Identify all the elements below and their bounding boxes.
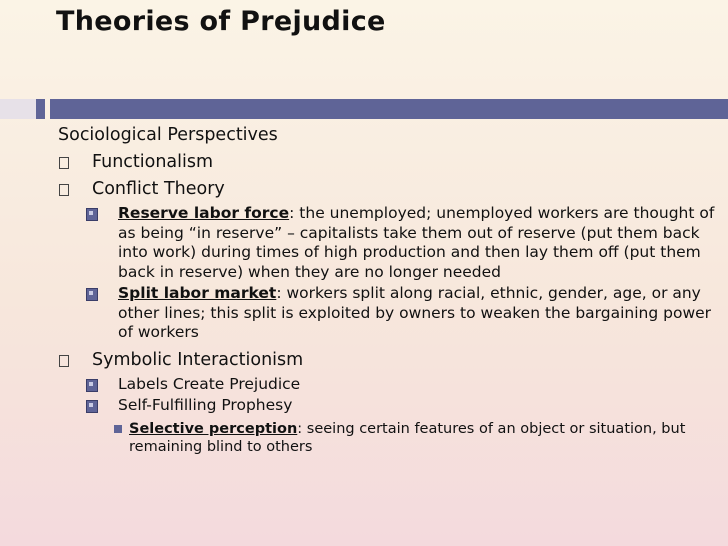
filled-square-bullet-icon	[84, 375, 118, 395]
title-divider-bar	[0, 99, 728, 119]
bullet-label: Symbolic Interactionism	[92, 349, 304, 370]
definition-text: : seeing certain features of an object or situation, but remaining blind to others	[129, 420, 686, 455]
hollow-square-bullet-icon	[58, 149, 92, 175]
filled-square-bullet-icon	[84, 204, 118, 282]
filled-square-bullet-icon	[84, 284, 118, 343]
bullet-label: Conflict Theory	[92, 179, 225, 199]
sub-bullet-reserve-labor-force	[84, 204, 723, 282]
definition-text: : workers split along racial, ethnic, gender, age, or any other lines; this split is exploited by owners to weaken the bargaining power of workers	[118, 284, 712, 341]
filled-square-bullet-icon	[84, 396, 118, 416]
divider-left-segment	[0, 99, 36, 119]
bullet-conflict-theory	[58, 176, 723, 202]
slide-title: Theories of Prejudice	[56, 6, 386, 37]
hollow-square-bullet-icon	[58, 176, 92, 202]
sub-bullet-self-fulfilling-prophesy	[84, 396, 723, 416]
slide-body	[58, 120, 723, 456]
bullet-functionalism	[58, 149, 723, 175]
sub-sub-bullet-selective-perception	[114, 420, 723, 456]
term-split-labor-market: Split labor market	[118, 284, 277, 302]
definition-text: : the unemployed; unemployed workers are thought of as being “in reserve” – capitalists take them out of reserve (put them back into work) during times of high production and then lay them off (put them back in reserve) when they are no longer needed	[118, 204, 715, 281]
hollow-square-bullet-icon	[58, 347, 92, 373]
sub-bullet-labels-create-prejudice	[84, 375, 723, 395]
term-selective-perception: Selective perception	[129, 420, 298, 437]
bullet-label: Functionalism	[92, 152, 214, 172]
sub-bullet-split-labor-market	[84, 284, 723, 343]
sub-bullet-label: Labels Create Prejudice	[118, 374, 301, 393]
small-square-bullet-icon	[114, 420, 129, 456]
divider-accent-segment	[36, 99, 45, 119]
bullet-symbolic-interactionism	[58, 347, 723, 373]
divider-main-segment	[50, 99, 728, 119]
term-reserve-labor-force: Reserve labor force	[118, 204, 290, 222]
sub-bullet-label: Self-Fulfilling Prophesy	[118, 396, 293, 414]
intro-heading: Sociological Perspectives	[58, 125, 278, 145]
